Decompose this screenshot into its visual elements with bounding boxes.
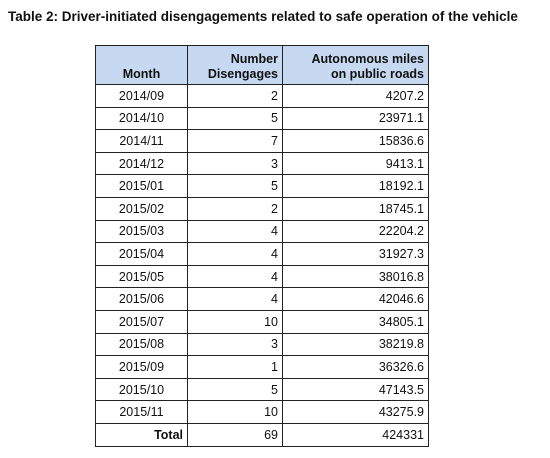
disengages-cell: 1 xyxy=(188,356,283,379)
month-cell: 2015/04 xyxy=(96,243,188,266)
month-cell: 2015/10 xyxy=(96,378,188,401)
table-row xyxy=(96,310,429,333)
disengages-cell: 7 xyxy=(188,130,283,153)
header-disengages xyxy=(188,46,283,85)
month-cell: 2015/06 xyxy=(96,288,188,311)
disengages-cell: 5 xyxy=(188,378,283,401)
table-row xyxy=(96,85,429,108)
disengages-cell: 10 xyxy=(188,401,283,424)
header-miles-line1: Autonomous miles xyxy=(311,52,424,66)
table-row xyxy=(96,175,429,198)
table-row xyxy=(96,265,429,288)
month-cell: 2015/07 xyxy=(96,310,188,333)
table-body xyxy=(96,85,429,447)
month-cell: 2014/10 xyxy=(96,107,188,130)
miles-cell: 15836.6 xyxy=(283,130,429,153)
disengages-cell: 5 xyxy=(188,175,283,198)
header-disengages-line2: Disengages xyxy=(207,67,278,81)
table-row xyxy=(96,107,429,130)
table-total-row xyxy=(96,423,429,446)
table-row xyxy=(96,356,429,379)
header-miles xyxy=(283,46,429,85)
table-row xyxy=(96,130,429,153)
miles-cell: 36326.6 xyxy=(283,356,429,379)
month-cell: 2015/02 xyxy=(96,197,188,220)
miles-cell: 42046.6 xyxy=(283,288,429,311)
disengages-cell: 2 xyxy=(188,197,283,220)
total-miles: 424331 xyxy=(283,423,429,446)
miles-cell: 4207.2 xyxy=(283,85,429,108)
miles-cell: 34805.1 xyxy=(283,310,429,333)
month-cell: 2015/09 xyxy=(96,356,188,379)
miles-cell: 47143.5 xyxy=(283,378,429,401)
month-cell: 2015/03 xyxy=(96,220,188,243)
table-row xyxy=(96,401,429,424)
miles-cell: 38016.8 xyxy=(283,265,429,288)
miles-cell: 18745.1 xyxy=(283,197,429,220)
disengages-cell: 4 xyxy=(188,288,283,311)
miles-cell: 38219.8 xyxy=(283,333,429,356)
header-disengages-line1: Number xyxy=(230,52,278,66)
header-month xyxy=(96,46,188,85)
disengagements-table xyxy=(95,45,429,447)
table-row xyxy=(96,378,429,401)
table-row xyxy=(96,288,429,311)
disengages-cell: 4 xyxy=(188,220,283,243)
table-row xyxy=(96,220,429,243)
month-cell: 2015/01 xyxy=(96,175,188,198)
miles-cell: 22204.2 xyxy=(283,220,429,243)
table-row xyxy=(96,333,429,356)
miles-cell: 18192.1 xyxy=(283,175,429,198)
miles-cell: 23971.1 xyxy=(283,107,429,130)
disengages-cell: 4 xyxy=(188,243,283,266)
month-cell: 2014/12 xyxy=(96,152,188,175)
disengages-cell: 10 xyxy=(188,310,283,333)
disengages-cell: 2 xyxy=(188,85,283,108)
miles-cell: 43275.9 xyxy=(283,401,429,424)
disengages-cell: 3 xyxy=(188,152,283,175)
table-title: Table 2: Driver-initiated disengagements related to safe operation of the vehicle xyxy=(8,9,518,24)
disengages-cell: 5 xyxy=(188,107,283,130)
header-miles-line2: on public roads xyxy=(330,67,424,81)
header-month-label: Month xyxy=(122,67,161,81)
table-header-row xyxy=(96,46,429,85)
table-row xyxy=(96,152,429,175)
table-row xyxy=(96,243,429,266)
disengages-cell: 4 xyxy=(188,265,283,288)
total-label: Total xyxy=(96,423,188,446)
month-cell: 2015/08 xyxy=(96,333,188,356)
total-disengages: 69 xyxy=(188,423,283,446)
miles-cell: 9413.1 xyxy=(283,152,429,175)
month-cell: 2014/09 xyxy=(96,85,188,108)
month-cell: 2015/11 xyxy=(96,401,188,424)
table-row xyxy=(96,197,429,220)
miles-cell: 31927.3 xyxy=(283,243,429,266)
month-cell: 2014/11 xyxy=(96,130,188,153)
month-cell: 2015/05 xyxy=(96,265,188,288)
disengages-cell: 3 xyxy=(188,333,283,356)
